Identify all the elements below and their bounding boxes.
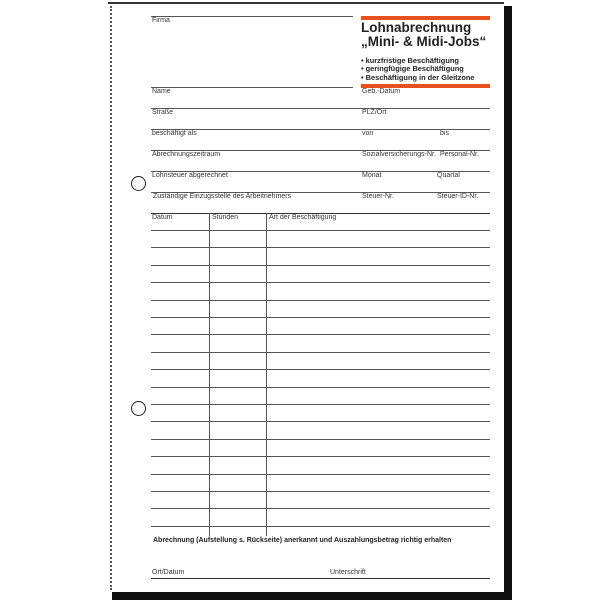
punch-hole [131,401,146,416]
col-header-datum: Datum [152,214,173,221]
table-row-line [151,352,490,353]
signature-line [151,578,490,579]
einzugsstelle-field[interactable]: Zuständige Einzugsstelle des Arbeitnehmers [153,193,292,200]
table-row-line [151,334,490,335]
col-header-art: Art der Beschäftigung [269,214,337,221]
table-row-line [151,247,490,248]
table-row-line [151,387,490,388]
firma-field[interactable]: Firma [152,17,170,24]
field-line [151,87,353,88]
form-title [361,21,486,49]
plz-ort-field[interactable]: PLZ/Ort [362,109,387,116]
table-row-line [151,508,490,509]
bullet-item: • Beschäftigung in der Gleitzone [361,72,475,82]
unterschrift-field[interactable]: Unterschrift [330,569,366,576]
von-field[interactable]: von [362,130,374,137]
col-header-stunden: Stunden [212,214,239,221]
lohnsteuer-field[interactable]: Lohnsteuer abgerechnet [152,172,228,179]
column-divider [266,213,267,536]
table-row-line [151,265,490,266]
table-row-line [151,526,490,527]
ort-datum-field[interactable]: Ort/Datum [152,569,185,576]
confirmation-statement: Abrechnung (Aufstellung s. Rückseite) anerkannt und Auszahlungsbetrag richtig erhalten [153,537,452,544]
table-row-line [151,282,490,283]
title-line-1: Lohnabrechnung [361,20,472,35]
table-row-line [151,300,490,301]
bis-field[interactable]: bis [440,130,449,137]
field-line [151,16,353,17]
abrechnungszeitraum-field[interactable]: Abrechnungszeitraum [152,151,221,158]
steuer-nr-field[interactable]: Steuer-Nr. [362,193,394,200]
personal-nr-field[interactable]: Personal-Nr. [440,151,479,158]
steuer-id-field[interactable]: Steuer-ID-Nr. [437,193,479,200]
bullet-item: • geringfügige Beschäftigung [361,64,464,74]
table-row-line [151,474,490,475]
table-row-line [151,404,490,405]
beschaeftigt-als-field[interactable]: beschäftigt als [152,130,197,137]
table-row-line [151,369,490,370]
monat-field[interactable]: Monat [362,172,382,179]
table-row-line [151,317,490,318]
punch-hole [131,176,146,191]
column-divider [209,213,210,536]
strasse-field[interactable]: Straße [152,109,174,116]
table-row-line [151,439,490,440]
job-types [361,57,474,82]
field-line [151,108,490,109]
geb-datum-field[interactable]: Geb.-Datum [362,88,401,95]
name-field[interactable]: Name [152,88,171,95]
title-line-2: „Mini- & Midi-Jobs“ [361,34,487,49]
table-row-line [151,491,490,492]
table-row-line [151,456,490,457]
table-row-line [151,421,490,422]
table-row-line [151,230,490,231]
bullet-item: • kurzfristige Beschäftigung [361,56,459,65]
sv-nr-field[interactable]: Sozialversicherungs-Nr. [362,151,436,158]
quartal-field[interactable]: Quartal [437,172,460,179]
perforation [110,6,112,590]
